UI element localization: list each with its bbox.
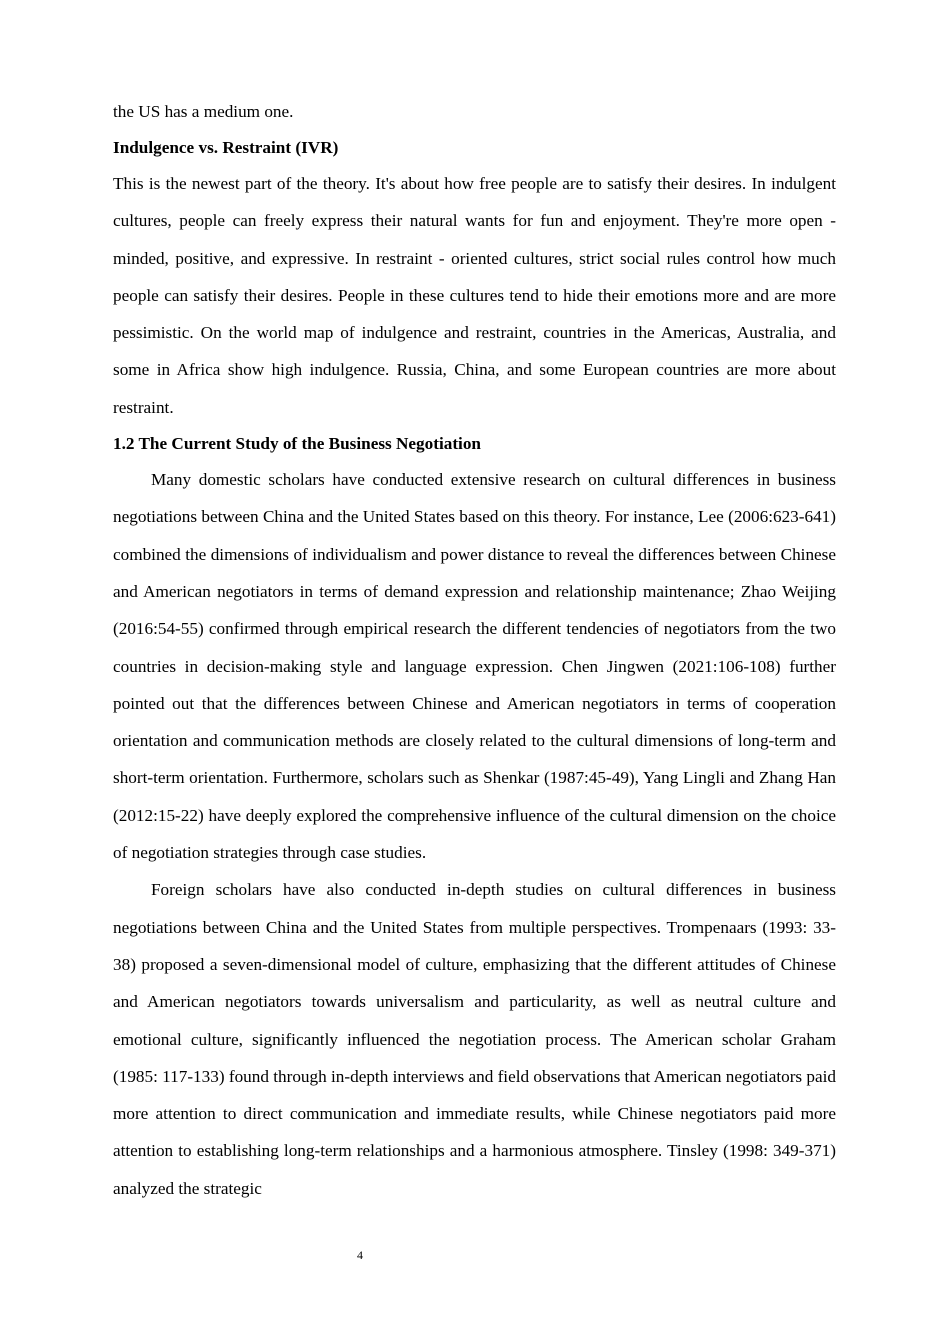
foreign-scholars-paragraph: Foreign scholars have also conducted in-depth studies on cultural differences in business negotiations between China and the United States from multiple perspectives. Trompenaars (1993: 33-38) proposed a seven-dimensional model of culture, emphasizing that the different attitudes of Chinese and American negotiators towards universalism and particularity, as well as neutral culture and emotional culture, significantly influenced the negotiation process. The American scholar Graham (1985: 117-133) found through in-depth interviews and field observations that American negotiators paid more attention to direct communication and immediate results, while Chinese negotiators paid more attention to establishing long-term relationships and a harmonious atmosphere. Tinsley (1998: 349-371) analyzed the strategic	[113, 880, 836, 1198]
continuation-text: the US has a medium one.	[113, 102, 294, 121]
section-heading: 1.2 The Current Study of the Business Negotiation	[113, 434, 481, 454]
domestic-scholars-paragraph: Many domestic scholars have conducted extensive research on cultural differences in business negotiations between China and the United States based on this theory. For instance, Lee (2006:623-641) combined the dimensions of individualism and power distance to reveal the differences between Chinese and American negotiators in terms of demand expression and relationship maintenance; Zhao Weijing (2016:54-55) confirmed through empirical research the different tendencies of negotiators from the two countries in decision-making style and language expression. Chen Jingwen (2021:106-108) further pointed out that the differences between Chinese and American negotiators in terms of cooperation orientation and communication methods are closely related to the cultural dimensions of long-term and short-term orientation. Furthermore, scholars such as Shenkar (1987:45-49), Yang Lingli and Zhang Han (2012:15-22) have deeply explored the comprehensive influence of the cultural dimension on the choice of negotiation strategies through case studies.	[113, 470, 836, 863]
ivr-paragraph: This is the newest part of the theory. It's about how free people are to satisfy their desires. In indulgent cultures, people can freely express their natural wants for fun and enjoyment. They're more open - minded, positive, and expressive. In restraint - oriented cultures, strict social rules control how much people can satisfy their desires. People in these cultures tend to hide their emotions more and are more pessimistic. On the world map of indulgence and restraint, countries in the Americas, Australia, and some in Africa show high indulgence. Russia, China, and some European countries are more about restraint.	[113, 174, 836, 417]
ivr-heading: Indulgence vs. Restraint (IVR)	[113, 138, 339, 157]
page-number: 4	[357, 1248, 363, 1262]
page-body	[113, 93, 836, 1207]
